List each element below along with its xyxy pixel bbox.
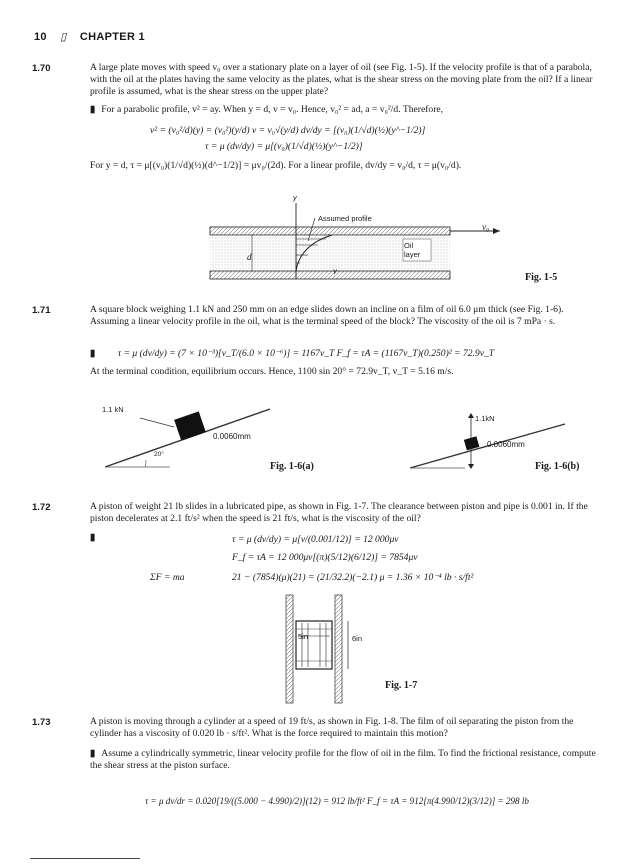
problem-number: 1.71 <box>32 305 51 316</box>
footer-rule <box>30 858 140 859</box>
fig-y-label: y <box>293 193 297 202</box>
solution-text <box>90 748 602 772</box>
solution-marker: ▮ <box>90 532 96 543</box>
figure-1-7 <box>280 593 363 708</box>
solution-marker: ▮ <box>90 348 96 359</box>
figure-label: Fig. 1-7 <box>385 680 418 691</box>
equation: 21 − (7854)(μ)(21) = (21/32.2)(−2.1) μ = 1.36 × 10⁻⁴ lb · s/ft² <box>232 572 474 583</box>
stationary-plate <box>210 271 450 279</box>
equation: τ = μ (dv/dy) = μ[v/(0.001/12)] = 12 000μv <box>232 534 399 545</box>
equation: F_f = τA = 12 000μv[(π)(5/12)(6/12)] = 7854μv <box>232 552 418 563</box>
solution-line: For y = d, τ = μ[(v₀)(1/√d)(½)(d^−1/2)] = μv₀/(2d). For a linear profile, dv/dy = v₀/d, τ = μ(v₀/d). <box>90 160 462 171</box>
fig-v0-label: v₀ <box>482 222 490 232</box>
problem-number: 1.70 <box>32 63 51 74</box>
block <box>174 411 206 440</box>
equation: τ = μ (dv/dy) = μ[(v₀)(1/√d)(½)(y^−1/2)] <box>205 141 363 152</box>
solution-line: For a parabolic profile, v² = ay. When y = d, v = v₀. Hence, v₀² = ad, a = v₀²/d. Therefore, <box>101 104 444 115</box>
page-number: 10 <box>34 31 47 43</box>
load-label: 1.1 kN <box>102 405 124 414</box>
figure-label: Fig. 1-5 <box>525 272 558 283</box>
problem-text: A square block weighing 1.1 kN and 250 mm on an edge slides down an incline on a film of oil 6.0 μm thick (see Fig. 1-6). Assuming a linear velocity profile in the oil, what is the terminal speed of the block? The viscosity of the oil is 7 mPa · s. <box>90 304 564 328</box>
equation: v² = (v₀²/d)(y) = (v₀²)(y/d) v = v₀√(y/d) dv/dy = [(v₀)(1/√d)(½)(y^−1/2)] <box>150 125 426 136</box>
figure-label: Fig. 1-6(a) <box>270 461 314 472</box>
fig-profile-label: Assumed profile <box>318 214 372 223</box>
solution-marker: ▮ <box>90 748 96 759</box>
pipe-wall-right <box>335 595 342 703</box>
problem-number: 1.72 <box>32 502 51 513</box>
solution-marker: ▮ <box>90 104 96 115</box>
moving-plate <box>210 227 450 235</box>
solution-line: At the terminal condition, equilibrium occurs. Hence, 1100 sin 20° = 72.9v_T, v_T = 5.16 m/s. <box>90 366 454 377</box>
load-label: 1.1kN <box>475 414 495 423</box>
equation: τ = μ (dv/dy) = (7 × 10⁻³)[v_T/(6.0 × 10⁻⁶)] = 1167v_T F_f = τA = (1167v_T)(0.250)² = 72.9v_T <box>117 348 495 359</box>
page-header <box>34 30 155 43</box>
fig-oil-label: Oil <box>404 241 414 250</box>
problem-number: 1.73 <box>32 717 51 728</box>
pipe-wall-left <box>286 595 293 703</box>
figure-label: Fig. 1-6(b) <box>535 461 580 472</box>
problem-text: A large plate moves with speed v₀ over a stationary plate on a layer of oil (see Fig. 1-5). If the velocity profile is that of a parabola, with the oil at the plates having the same velocity as the plates, what is the shear stress on the moving plate from the oil? If a linear profile is assumed, what is the shear stress on the upper plate? <box>90 62 593 98</box>
dim-label-5in: 5in <box>298 632 309 641</box>
gap-label: 0.0060mm <box>487 440 525 449</box>
problem-text: A piston of weight 21 lb slides in a lubricated pipe, as shown in Fig. 1-7. The clearance between piston and pipe is 0.001 in. If the piston decelerates at 2.1 ft/s² when the speed is 21 ft/s, what is the viscosity of the oil? <box>90 501 588 525</box>
problem-text: A piston is moving through a cylinder at a speed of 19 ft/s, as shown in Fig. 1-8. The film of oil separating the piston from the cylinder has a viscosity of 0.020 lb · s/ft². What is the force required to maintain this motion? <box>90 716 574 740</box>
figure-1-5 <box>200 195 510 290</box>
angle-label: 20° <box>154 451 164 458</box>
equation: τ = μ dv/dr = 0.020[19/((5.000 − 4.990)/2)](12) = 912 lb/ft² F_f = τA = 912[π(4.990/12)(3/12)] = 298 lb <box>145 796 529 806</box>
solution-equation <box>90 348 602 360</box>
fig-v-label: v <box>333 266 337 276</box>
gap-label: 0.0060mm <box>213 432 251 441</box>
solution-text <box>90 104 602 116</box>
dim-label-6in: 6in <box>352 634 363 643</box>
fig-layer-label: layer <box>404 250 421 259</box>
book-icon: ▯ <box>60 31 67 43</box>
solution-line: Assume a cylindrically symmetric, linear velocity profile for the flow of oil in the film. To find the frictional resistance, compute the shear stress at the piston surface. <box>90 748 596 772</box>
piston <box>296 621 332 669</box>
figure-1-6a <box>100 405 290 475</box>
chapter-title: CHAPTER 1 <box>79 31 145 43</box>
fig-d-label: d <box>247 252 252 262</box>
equation: ΣF = ma <box>150 572 185 583</box>
